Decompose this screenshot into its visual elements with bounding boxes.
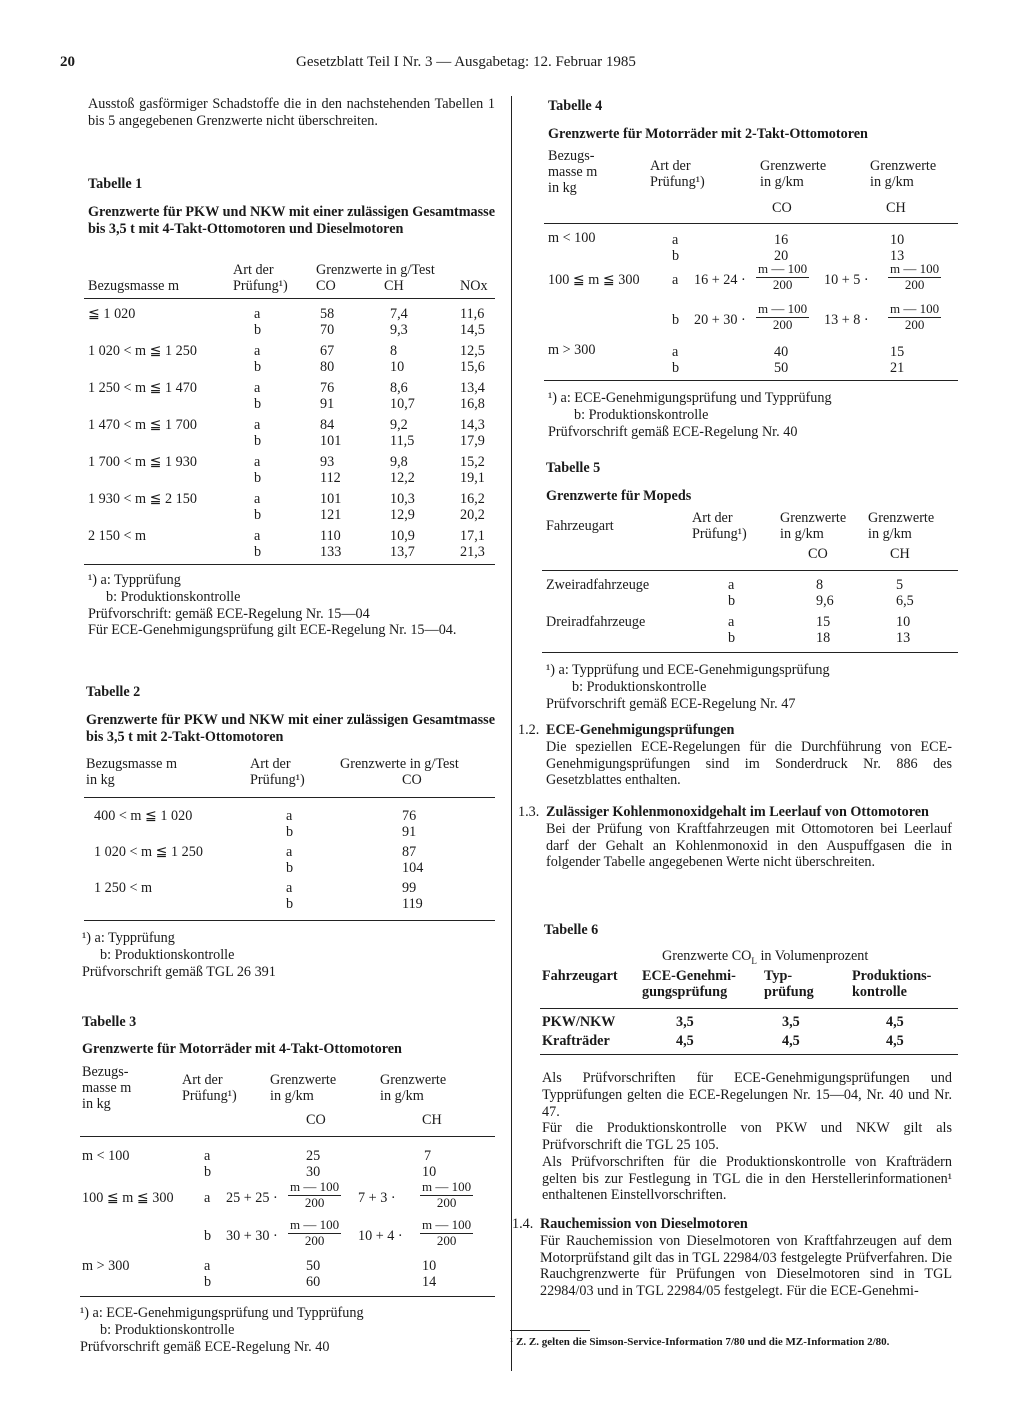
t3-head-pruefung: Prüfung¹) [182,1088,237,1104]
regulation-paragraphs [542,1070,952,1204]
t1-r6-c3: 9,2 [390,417,408,433]
t4-head-ch: CH [886,200,906,216]
t2-r1-c2: 91 [402,824,417,840]
table-2-label: Tabelle 2 [86,684,141,700]
t2-r5-c2: 119 [402,896,423,912]
page-header-title: Gesetzblatt Teil I Nr. 3 — Ausgabetag: 12. Februar 1985 [296,54,636,70]
t3-r1-art: a [204,1148,211,1164]
t1-r13-c3: 13,7 [390,544,415,560]
t1-r0-c2: 58 [320,306,335,322]
t3-r6-art: b [204,1274,212,1290]
t1-bottom-rule [84,564,495,565]
t6-bottom-rule [540,1054,958,1055]
t1-r10-c3: 10,3 [390,491,415,507]
t3-head-unit-ch: in g/km [380,1088,424,1104]
t3-head-ch: CH [422,1112,442,1128]
t4-r1-co: 16 [774,232,789,248]
t4-r5-co: 40 [774,344,789,360]
table-5-label: Tabelle 5 [546,460,601,476]
t4-head-mass-3: in kg [548,180,577,196]
t1-r11-c3: 12,9 [390,507,415,523]
t5-bottom-rule [542,652,958,653]
section-1-2 [546,722,952,789]
table-5-title: Grenzwerte für Mopeds [546,487,692,504]
section-1-3-number: 1.3. [518,804,540,820]
t1-r5-c1: b [254,396,262,412]
t1-r12-c0: 2 150 < m [88,528,147,544]
t3-r4-ch-fraction: $\frac{m — 100}{200}$ [422,1217,472,1248]
t1-footnote-3: Prüfvorschrift: gemäß ECE-Regelung Nr. 15—04 [88,605,370,622]
table-3-body [82,1146,495,1296]
t6-head-type: Fahrzeugart [542,968,618,984]
table-4-label: Tabelle 4 [548,98,603,114]
t3-header-rule [80,1136,495,1137]
t1-r9-c3: 12,2 [390,470,415,486]
t3-head-gw-co: Grenzwerte [270,1072,337,1088]
t5-r0-c2: 8 [816,577,824,593]
table-1-title: Grenzwerte für PKW und NKW mit einer zulässigen Gesamtmasse bis 3,5 t mit 4-Takt-Ottomotoren und Dieselmotoren [88,203,495,237]
t1-r8-c1: a [254,454,261,470]
t3-r2-ch: 10 [422,1164,437,1180]
t4-r4-ch-formula: 13 + 8 · [824,312,869,328]
table-2-title: Grenzwerte für PKW und NKW mit einer zulässigen Gesamtmasse bis 3,5 t mit 2-Takt-Ottomotoren [86,711,495,745]
t1-r11-c1: b [254,507,262,523]
t1-r8-c4: 15,2 [460,454,485,470]
t5-footnote-2: b: Produktionskontrolle [572,678,707,695]
t3-bottom-rule [80,1296,495,1297]
paragraph-kraftraeder: Als Prüfvorschriften für die Produktionskontrolle von Krafträdern gelten bis zur Festlegung in TGL die in den Herstellerinformationen¹ enthaltenen Einstellvorschriften. [542,1153,952,1204]
t1-r5-c2: 91 [320,396,335,412]
t3-head-mass-2: masse m [82,1080,132,1096]
t4-head-mass-2: masse m [548,164,598,180]
t4-r6-ch: 21 [890,360,905,376]
t2-r0-c2: 76 [402,808,417,824]
paragraph-pkw-nkw: Für die Produktionskontrolle von PKW und NKW gilt als Prüfvorschrift die TGL 25 105. [542,1120,952,1153]
t1-footnote-2: b: Produktionskontrolle [106,588,241,605]
t1-footnotes [88,572,495,639]
t3-r3-co-fraction: $\frac{m — 100}{200}$ [290,1179,340,1210]
t1-r3-c2: 80 [320,359,335,375]
t4-r3-mass: 100 ≦ m ≦ 300 [548,272,640,288]
t1-r4-c0: 1 250 < m ≦ 1 470 [88,380,197,396]
t1-r13-c2: 133 [320,544,342,560]
t5-r0-c3: 5 [896,577,904,593]
t6-super-sub: L [751,955,757,966]
t6-head-typ-2: prüfung [764,984,814,1000]
t6-head-ece-1: ECE-Genehmi- [642,968,736,984]
t3-r6-co: 60 [306,1274,321,1290]
t1-r13-c4: 21,3 [460,544,485,560]
t5-r0-c1: a [728,577,735,593]
t3-head-mass-3: in kg [82,1096,111,1112]
t4-r3-co-formula: 16 + 24 · [694,272,746,288]
t3-head-art: Art der [182,1072,223,1088]
t1-r5-c3: 10,7 [390,396,415,412]
t6-r1-c0: Krafträder [542,1033,610,1049]
t1-r12-c4: 17,1 [460,528,485,544]
t1-head-mass: Bezugsmasse m [88,278,180,294]
t1-r3-c1: b [254,359,262,375]
t6-head-prod-2: kontrolle [852,984,907,1000]
t1-head-ch: CH [384,278,404,294]
t1-r0-c0: ≦ 1 020 [88,306,136,322]
table-1-label: Tabelle 1 [88,176,143,192]
t4-r2-ch: 13 [890,248,905,264]
t4-r4-art: b [672,312,680,328]
t1-r0-c4: 11,6 [460,306,485,322]
t2-r0-c1: a [286,808,293,824]
table-1-header [88,262,495,302]
t5-r1-c1: b [728,593,736,609]
t3-r5-ch: 10 [422,1258,437,1274]
t5-footnotes [546,662,958,712]
t1-r4-c2: 76 [320,380,335,396]
t5-head-ch: CH [890,546,910,562]
t1-head-art: Art der [233,262,274,278]
t6-super-text: Grenzwerte CO [662,948,752,964]
t4-head-mass-1: Bezugs- [548,148,595,164]
t3-r2-co: 30 [306,1164,321,1180]
t4-footnotes [548,390,958,440]
t6-r1-c3: 4,5 [886,1033,904,1049]
t3-r6-ch: 14 [422,1274,437,1290]
t4-bottom-rule [544,380,958,381]
t2-footnote-3: Prüfvorschrift gemäß TGL 26 391 [82,963,276,980]
t1-r10-c2: 101 [320,491,342,507]
t1-r10-c1: a [254,491,261,507]
t1-r4-c3: 8,6 [390,380,408,396]
t1-r0-c1: a [254,306,261,322]
t3-r5-art: a [204,1258,211,1274]
t1-head-grenzwerte: Grenzwerte in g/Test [316,262,435,278]
t1-head-nox: NOx [460,278,488,294]
t2-header-rule [84,797,495,798]
section-1-4-text: Für Rauchemission von Dieselmotoren von Kraftfahrzeugen auf dem Motorprüfstand gilt das in TGL 22984/03 festgelegte Prüfverfahren. Die Rauchgrenzwerte für Prüfungen von Dieselmotoren sind in TGL 22984/03 und in TGL 22984/05 festgelegt. Für die ECE-Genehmi- [540,1232,952,1299]
t3-r4-co-formula: 30 + 30 · [226,1228,278,1244]
paragraph-ece-pruefvorschriften: Als Prüfvorschriften für ECE-Genehmigungsprüfungen und Typprüfungen gelten die ECE-Regelungen Nr. 15—04, Nr. 40 und Nr. 47. [542,1070,952,1120]
t1-r0-c3: 7,4 [390,306,408,322]
t2-r3-c1: b [286,860,294,876]
left-column [88,96,495,130]
t3-head-mass-1: Bezugs- [82,1064,129,1080]
t4-r1-mass: m < 100 [548,230,596,246]
t2-r0-c0: 400 < m ≦ 1 020 [94,808,193,824]
t5-r3-c1: b [728,630,736,646]
section-1-2-heading: ECE-Genehmigungsprüfungen [546,722,735,738]
t4-footnote-3: Prüfvorschrift gemäß ECE-Regelung Nr. 40 [548,423,798,440]
t2-r1-c1: b [286,824,294,840]
t4-r3-ch-fraction: $\frac{m — 100}{200}$ [890,261,940,292]
t5-head-gw-co: Grenzwerte [780,510,847,526]
t5-r2-c0: Dreiradfahrzeuge [546,614,646,630]
t2-head-unit: in kg [86,772,115,788]
t3-r4-ch-formula: 10 + 4 · [358,1228,403,1244]
t4-head-co: CO [772,200,792,216]
t3-r1-mass: m < 100 [82,1148,130,1164]
t1-r2-c2: 67 [320,343,335,359]
t4-r1-ch: 10 [890,232,905,248]
table-3 [82,1014,495,1058]
t1-r11-c4: 20,2 [460,507,485,523]
t4-r6-art: b [672,360,680,376]
t1-r7-c4: 17,9 [460,433,485,449]
t1-r3-c4: 15,6 [460,359,485,375]
t2-r4-c2: 99 [402,880,417,896]
t1-r1-c2: 70 [320,322,335,338]
t1-r12-c3: 10,9 [390,528,415,544]
t2-r4-c1: a [286,880,293,896]
t2-r2-c0: 1 020 < m ≦ 1 250 [94,844,203,860]
t4-r2-art: b [672,248,680,264]
t3-footnote-2: b: Produktionskontrolle [100,1321,235,1338]
t2-r2-c1: a [286,844,293,860]
t2-bottom-rule [84,920,495,921]
table-4 [548,98,958,143]
t1-r8-c3: 9,8 [390,454,408,470]
table-2-header [86,756,495,796]
t1-footnote-1: ¹) a: Typprüfung [88,572,181,588]
t1-footnote-4: Für ECE-Genehmigungsprüfung gilt ECE-Regelung Nr. 15—04. [88,622,457,639]
t3-r3-mass: 100 ≦ m ≦ 300 [82,1190,174,1206]
t3-footnotes [80,1305,495,1355]
t6-r0-c3: 4,5 [886,1014,904,1030]
t4-head-pruefung: Prüfung¹) [650,174,705,190]
t5-head-co: CO [808,546,828,562]
t2-footnote-2: b: Produktionskontrolle [100,946,235,963]
t3-r4-co-fraction: $\frac{m — 100}{200}$ [290,1217,340,1248]
t1-r8-c2: 93 [320,454,335,470]
t4-head-unit-ch: in g/km [870,174,914,190]
t2-head-grenzwerte: Grenzwerte in g/Test [340,756,459,772]
t1-r13-c1: b [254,544,262,560]
t3-r1-co: 25 [306,1148,321,1164]
t4-header-rule [544,223,958,224]
t6-r1-c1: 4,5 [676,1033,694,1049]
t4-r2-co: 20 [774,248,789,264]
table-4-title: Grenzwerte für Motorräder mit 2-Takt-Ottomotoren [548,125,868,142]
t3-r5-mass: m > 300 [82,1258,130,1274]
column-divider [511,96,512,1371]
t1-r5-c4: 16,8 [460,396,485,412]
t1-r2-c4: 12,5 [460,343,485,359]
table-5-header [546,510,958,566]
section-1-2-text: Die speziellen ECE-Regelungen für die Durchführung von ECE-Genehmigungsprüfungen sind im Sonderdruck Nr. 886 des Gesetzblattes enthalten. [546,738,952,789]
t5-footnote-1: ¹) a: Typprüfung und ECE-Genehmigungsprüfung [546,662,830,678]
t1-r6-c2: 84 [320,417,335,433]
t1-r10-c0: 1 930 < m ≦ 2 150 [88,491,197,507]
t5-r1-c2: 9,6 [816,593,834,609]
t4-r3-co-fraction: $\frac{m — 100}{200}$ [758,261,808,292]
t1-r9-c1: b [254,470,262,486]
t4-r3-art: a [672,272,679,288]
section-1-3 [546,804,952,871]
t3-head-co: CO [306,1112,326,1128]
t3-r3-ch-fraction: $\frac{m — 100}{200}$ [422,1179,472,1210]
t1-r12-c1: a [254,528,261,544]
t5-footnote-3: Prüfvorschrift gemäß ECE-Regelung Nr. 47 [546,695,796,712]
t2-head-pruefung: Prüfung¹) [250,772,305,788]
t4-r3-ch-formula: 10 + 5 · [824,272,869,288]
table-2 [86,684,495,745]
t3-r4-art: b [204,1228,212,1244]
t4-head-unit-co: in g/km [760,174,804,190]
t4-r5-art: a [672,344,679,360]
t1-r4-c1: a [254,380,261,396]
t4-r4-co-fraction: $\frac{m — 100}{200}$ [758,301,808,332]
t1-r7-c3: 11,5 [390,433,415,449]
table-6-header [542,968,958,1006]
t3-footnote-1: ¹) a: ECE-Genehmigungsprüfung und Typprüfung [80,1305,364,1321]
section-1-2-number: 1.2. [518,722,540,738]
t6-super-heading [662,948,868,966]
t1-head-co: CO [316,278,336,294]
t2-head-co: CO [402,772,422,788]
t1-r3-c3: 10 [390,359,405,375]
t6-r1-c2: 4,5 [782,1033,800,1049]
t1-r6-c0: 1 470 < m ≦ 1 700 [88,417,197,433]
t1-r8-c0: 1 700 < m ≦ 1 930 [88,454,197,470]
t1-header-rule [84,298,495,299]
section-1-4-number: 1.4. [512,1216,534,1232]
t5-head-unit-co: in g/km [780,526,824,542]
t4-footnote-2: b: Produktionskontrolle [574,406,709,423]
t3-footnote-3: Prüfvorschrift gemäß ECE-Regelung Nr. 40 [80,1338,330,1355]
t2-r2-c2: 87 [402,844,417,860]
t1-r1-c1: b [254,322,262,338]
page-number: 20 [60,54,75,70]
t5-r0-c0: Zweiradfahrzeuge [546,577,650,593]
t5-head-art: Art der [692,510,733,526]
table-3-title: Grenzwerte für Motorräder mit 4-Takt-Ottomotoren [82,1040,402,1057]
t5-r3-c2: 18 [816,630,831,646]
t6-header-rule [540,1008,958,1009]
table-3-label: Tabelle 3 [82,1014,137,1030]
t1-r11-c2: 121 [320,507,342,523]
t1-r4-c4: 13,4 [460,380,485,396]
t5-header-rule [542,570,958,571]
table-6-label: Tabelle 6 [544,922,599,938]
t4-footnote-1: ¹) a: ECE-Genehmigungsprüfung und Typprüfung [548,390,832,406]
t5-head-gw-ch: Grenzwerte [868,510,935,526]
t3-r5-co: 50 [306,1258,321,1274]
t3-r3-ch-formula: 7 + 3 · [358,1190,396,1206]
t1-r6-c4: 14,3 [460,417,485,433]
t6-r0-c2: 3,5 [782,1014,800,1030]
intro-paragraph: Ausstoß gasförmiger Schadstoffe die in den nachstehenden Tabellen 1 bis 5 angegebenen Grenzwerte nicht überschreiten. [88,96,495,129]
t5-r2-c2: 15 [816,614,831,630]
t4-head-art: Art der [650,158,691,174]
t2-footnotes [82,930,495,980]
t4-head-gw-co: Grenzwerte [760,158,827,174]
t2-r4-c0: 1 250 < m [94,880,153,896]
t1-r1-c3: 9,3 [390,322,408,338]
t3-r1-ch: 7 [424,1148,432,1164]
t4-r4-co-formula: 20 + 30 · [694,312,746,328]
t1-r1-c4: 14,5 [460,322,485,338]
t5-r2-c1: a [728,614,735,630]
t1-r12-c2: 110 [320,528,341,544]
t5-r3-c3: 13 [896,630,911,646]
table-3-header [82,1064,495,1134]
t6-head-typ-1: Typ- [764,968,793,984]
t5-head-pruefung: Prüfung¹) [692,526,747,542]
t1-r2-c3: 8 [390,343,398,359]
t4-r5-ch: 15 [890,344,905,360]
t1-r6-c1: a [254,417,261,433]
t2-footnote-1: ¹) a: Typprüfung [82,930,175,946]
section-1-3-text: Bei der Prüfung von Kraftfahrzeugen mit Ottomotoren bei Leerlauf darf der Gehalt an Kohlenmonoxid in den Auspuffgasen die in folgender Tabelle angegebenen Werte nicht überschreiten. [546,820,952,871]
t1-r2-c1: a [254,343,261,359]
table-4-header [548,148,958,220]
t6-head-prod-1: Produktions- [852,968,932,984]
t4-r4-ch-fraction: $\frac{m — 100}{200}$ [890,301,940,332]
t4-head-gw-ch: Grenzwerte [870,158,937,174]
t1-r10-c4: 16,2 [460,491,485,507]
t6-super-rest: in Volumenprozent [756,948,869,964]
t1-r2-c0: 1 020 < m ≦ 1 250 [88,343,197,359]
t4-r5-mass: m > 300 [548,342,596,358]
t5-head-unit-ch: in g/km [868,526,912,542]
section-1-4 [540,1216,952,1300]
t4-r1-art: a [672,232,679,248]
t2-head-art: Art der [250,756,291,772]
table-1 [88,176,495,237]
t5-r2-c3: 10 [896,614,911,630]
t3-r2-art: b [204,1164,212,1180]
table-5 [546,460,958,505]
t2-r5-c1: b [286,896,294,912]
t3-head-unit-co: in g/km [270,1088,314,1104]
t1-r9-c4: 19,1 [460,470,485,486]
section-1-3-heading: Zulässiger Kohlenmonoxidgehalt im Leerlauf von Ottomotoren [546,804,929,820]
t6-head-ece-2: gungsprüfung [642,984,728,1000]
t5-head-type: Fahrzeugart [546,518,614,534]
t5-r1-c3: 6,5 [896,593,914,609]
section-1-4-heading: Rauchemission von Dieselmotoren [540,1216,748,1232]
t6-r0-c1: 3,5 [676,1014,694,1030]
t1-head-pruefung: Prüfung¹) [233,278,288,294]
t2-r3-c2: 104 [402,860,424,876]
t1-r9-c2: 112 [320,470,341,486]
t3-head-gw-ch: Grenzwerte [380,1072,447,1088]
t3-r3-art: a [204,1190,211,1206]
table-4-body [548,230,958,380]
t1-r7-c2: 101 [320,433,342,449]
page-footnote: ¹ Z. Z. gelten die Simson-Service-Information 7/80 und die MZ-Information 2/80. [510,1336,890,1348]
t1-r7-c1: b [254,433,262,449]
t3-r3-co-formula: 25 + 25 · [226,1190,278,1206]
footnote-rule [510,1330,590,1331]
t6-r0-c0: PKW/NKW [542,1014,616,1030]
t4-r6-co: 50 [774,360,789,376]
t2-head-mass: Bezugsmasse m [86,756,178,772]
